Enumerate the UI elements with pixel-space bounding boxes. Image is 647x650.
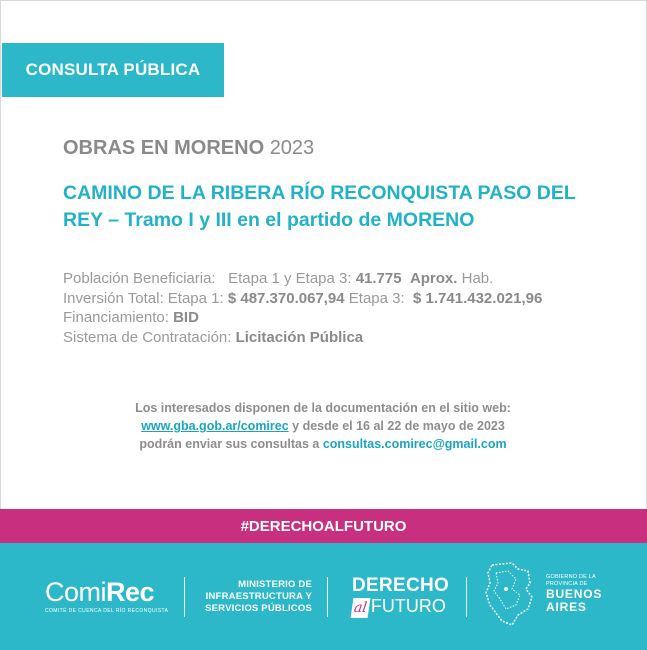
subtitle-bold: OBRAS EN MORENO	[63, 137, 265, 159]
notice-line-2	[40, 417, 606, 435]
subtitle-year: 2023	[269, 137, 315, 159]
comirec-logo	[45, 578, 168, 614]
consulta-publica-tag: CONSULTA PÚBLICA	[2, 43, 224, 97]
poblacion-value: 41.775	[355, 270, 402, 287]
ministerio-line-2: INFRAESTRUCTURA Y	[205, 591, 312, 602]
ministerio-logo	[196, 579, 312, 615]
financiamiento-value: BID	[173, 309, 199, 326]
contratacion-row	[63, 328, 542, 348]
website-link[interactable]: www.gba.gob.ar/comirec	[141, 419, 289, 433]
subtitle	[63, 137, 314, 160]
poblacion-prefix: Etapa 1 y Etapa 3:	[228, 270, 352, 287]
derecho-al-futuro-logo	[352, 576, 452, 618]
gobierno-line-1: GOBIERNO DE LA	[546, 574, 596, 580]
contratacion-label: Sistema de Contratación:	[63, 328, 232, 346]
poblacion-row	[63, 269, 542, 289]
comirec-wordmark	[45, 578, 168, 606]
province-map-icon	[482, 559, 534, 629]
poblacion-unit: Hab.	[461, 270, 494, 287]
inversion-mid: Etapa 3:	[348, 289, 405, 307]
footer-divider	[466, 577, 467, 617]
al-futuro-line	[352, 596, 452, 618]
financiamiento-label: Financiamiento:	[63, 309, 169, 326]
inversion-row	[63, 289, 542, 309]
futuro-word: FUTURO	[370, 596, 446, 616]
project-title: CAMINO DE LA RIBERA RÍO RECONQUISTA PASO DEL REY – Tramo I y III en el partido de MORENO	[63, 182, 576, 231]
buenos-word: BUENOS	[546, 587, 603, 601]
notice-consultas-prefix: podrán enviar sus consultas a	[139, 437, 320, 451]
comirec-subtitle: COMITÉ DE CUENCA DEL RÍO RECONQUISTA	[45, 608, 169, 614]
notice-line-1: Los interesados disponen de la documentación en el sitio web:	[135, 401, 511, 415]
notice-text	[40, 399, 606, 453]
email-link[interactable]: consultas.comirec@gmail.com	[322, 437, 507, 451]
aires-word: AIRES	[546, 600, 587, 614]
comirec-bold: Rec	[106, 577, 155, 607]
inversion-label: Inversión Total: Etapa 1:	[63, 289, 224, 307]
notice-dates: y desde el 16 al 22 de mayo de 2023	[292, 419, 505, 433]
ministerio-line-1: MINISTERIO DE	[238, 579, 312, 590]
footer-divider	[184, 577, 185, 617]
buenos-aires-logo	[546, 574, 602, 614]
contratacion-value: Licitación Pública	[235, 328, 364, 346]
notice-line-3	[40, 435, 606, 453]
footer-divider	[327, 577, 328, 617]
gobierno-line-2: PROVINCIA DE	[546, 581, 588, 587]
poblacion-aprox: Aprox.	[409, 270, 458, 287]
inversion-value-1: $ 487.370.067,94	[227, 289, 345, 307]
financiamiento-row	[63, 308, 542, 328]
inversion-value-2: $ 1.741.432.021,96	[413, 289, 543, 307]
al-word: al	[351, 598, 371, 618]
hashtag-banner: #DERECHOALFUTURO	[0, 509, 647, 543]
poblacion-label: Población Beneficiaria:	[63, 270, 216, 287]
footer-logos	[0, 543, 647, 650]
project-details	[63, 269, 542, 347]
comirec-light: Comi	[45, 577, 107, 607]
derecho-word: DERECHO	[352, 575, 450, 596]
ministerio-line-3: SERVICIOS PÚBLICOS	[205, 603, 312, 614]
